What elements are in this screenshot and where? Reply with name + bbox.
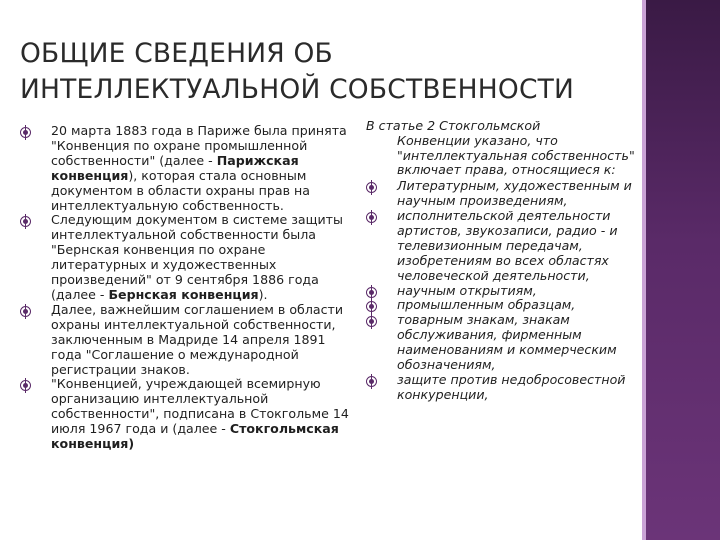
circle-bullet-icon — [366, 287, 377, 298]
right-intro — [366, 119, 638, 178]
title-line-1: ОБЩИЕ СВЕДЕНИЯ ОБ — [20, 38, 333, 69]
list-item-text: исполнительской деятельности артистов, звукозаписи, радио - и телевизионным передачам, изобретениям во всех областях человеческой деятельности, — [397, 208, 618, 283]
list-item — [366, 313, 638, 373]
list-item-text: Литературным, художественным и научным произведениям, — [397, 178, 632, 209]
slide-title — [20, 36, 635, 108]
bold-term: Парижская конвенция — [51, 152, 299, 183]
right-column — [366, 119, 638, 403]
circle-bullet-icon — [366, 376, 377, 387]
circle-bullet-icon — [20, 216, 31, 227]
circle-bullet-icon — [20, 127, 31, 138]
circle-bullet-icon — [366, 316, 377, 327]
list-item — [366, 284, 638, 299]
left-bullet-list — [20, 124, 360, 452]
circle-bullet-icon — [20, 306, 31, 317]
list-item-text: научным открытиям, — [397, 282, 537, 298]
list-item — [20, 213, 360, 302]
side-bar-stripe — [642, 0, 646, 540]
list-item — [20, 124, 360, 213]
title-line-2: ИНТЕЛЛЕКТУАЛЬНОЙ СОБСТВЕННОСТИ — [20, 74, 575, 105]
decorative-side-bar — [642, 0, 720, 540]
list-item — [366, 373, 638, 403]
intro-lead: В статье 2 Стокгольмской — [366, 118, 541, 133]
circle-bullet-icon — [366, 182, 377, 193]
list-item — [20, 377, 360, 452]
bold-term: Бернская конвенция — [108, 286, 259, 302]
list-item-text: товарным знакам, знакам обслуживания, фирменным наименованиям и коммерческим обозначениям, — [397, 312, 617, 373]
list-item — [366, 209, 638, 284]
list-item-text: Далее, важнейшим соглашением в области охраны интеллектуальной собственности, заключенным в Мадриде 14 апреля 1891 года "Соглашение о международной регистрации знаков. — [51, 301, 344, 377]
circle-bullet-icon — [366, 212, 377, 223]
list-item-text: 20 марта 1883 года в Париже была принята "Конвенция по охране промышленной собственности" (далее - Парижская конвенция), которая стала основным документом в области охраны прав на интеллектуальную собственность. — [51, 123, 347, 213]
intro-rest: Конвенции указано, что "интеллектуальная собственность" включает права, относящиеся к: — [397, 132, 635, 178]
circle-bullet-icon — [20, 380, 31, 391]
list-item-text: Следующим документом в системе защиты интеллектуальной собственности была "Бернская конвенция по охране литературных и художественных произведений" от 9 сентября 1886 года (далее - Бернская конвенция). — [51, 212, 343, 302]
list-item — [366, 298, 638, 313]
list-item — [366, 179, 638, 209]
bold-term: Стокгольмская конвенция) — [51, 421, 339, 452]
list-item-text: промышленным образцам, — [397, 297, 576, 313]
list-item-text: защите против недобросовестной конкуренции, — [397, 371, 626, 402]
circle-bullet-icon — [366, 301, 377, 312]
list-item-text: "Конвенцией, учреждающей всемирную организацию интеллектуальной собственности", подписана в Стокгольме 14 июля 1967 года и (далее - Стокгольмская конвенция) — [51, 376, 349, 452]
list-item — [20, 303, 360, 378]
